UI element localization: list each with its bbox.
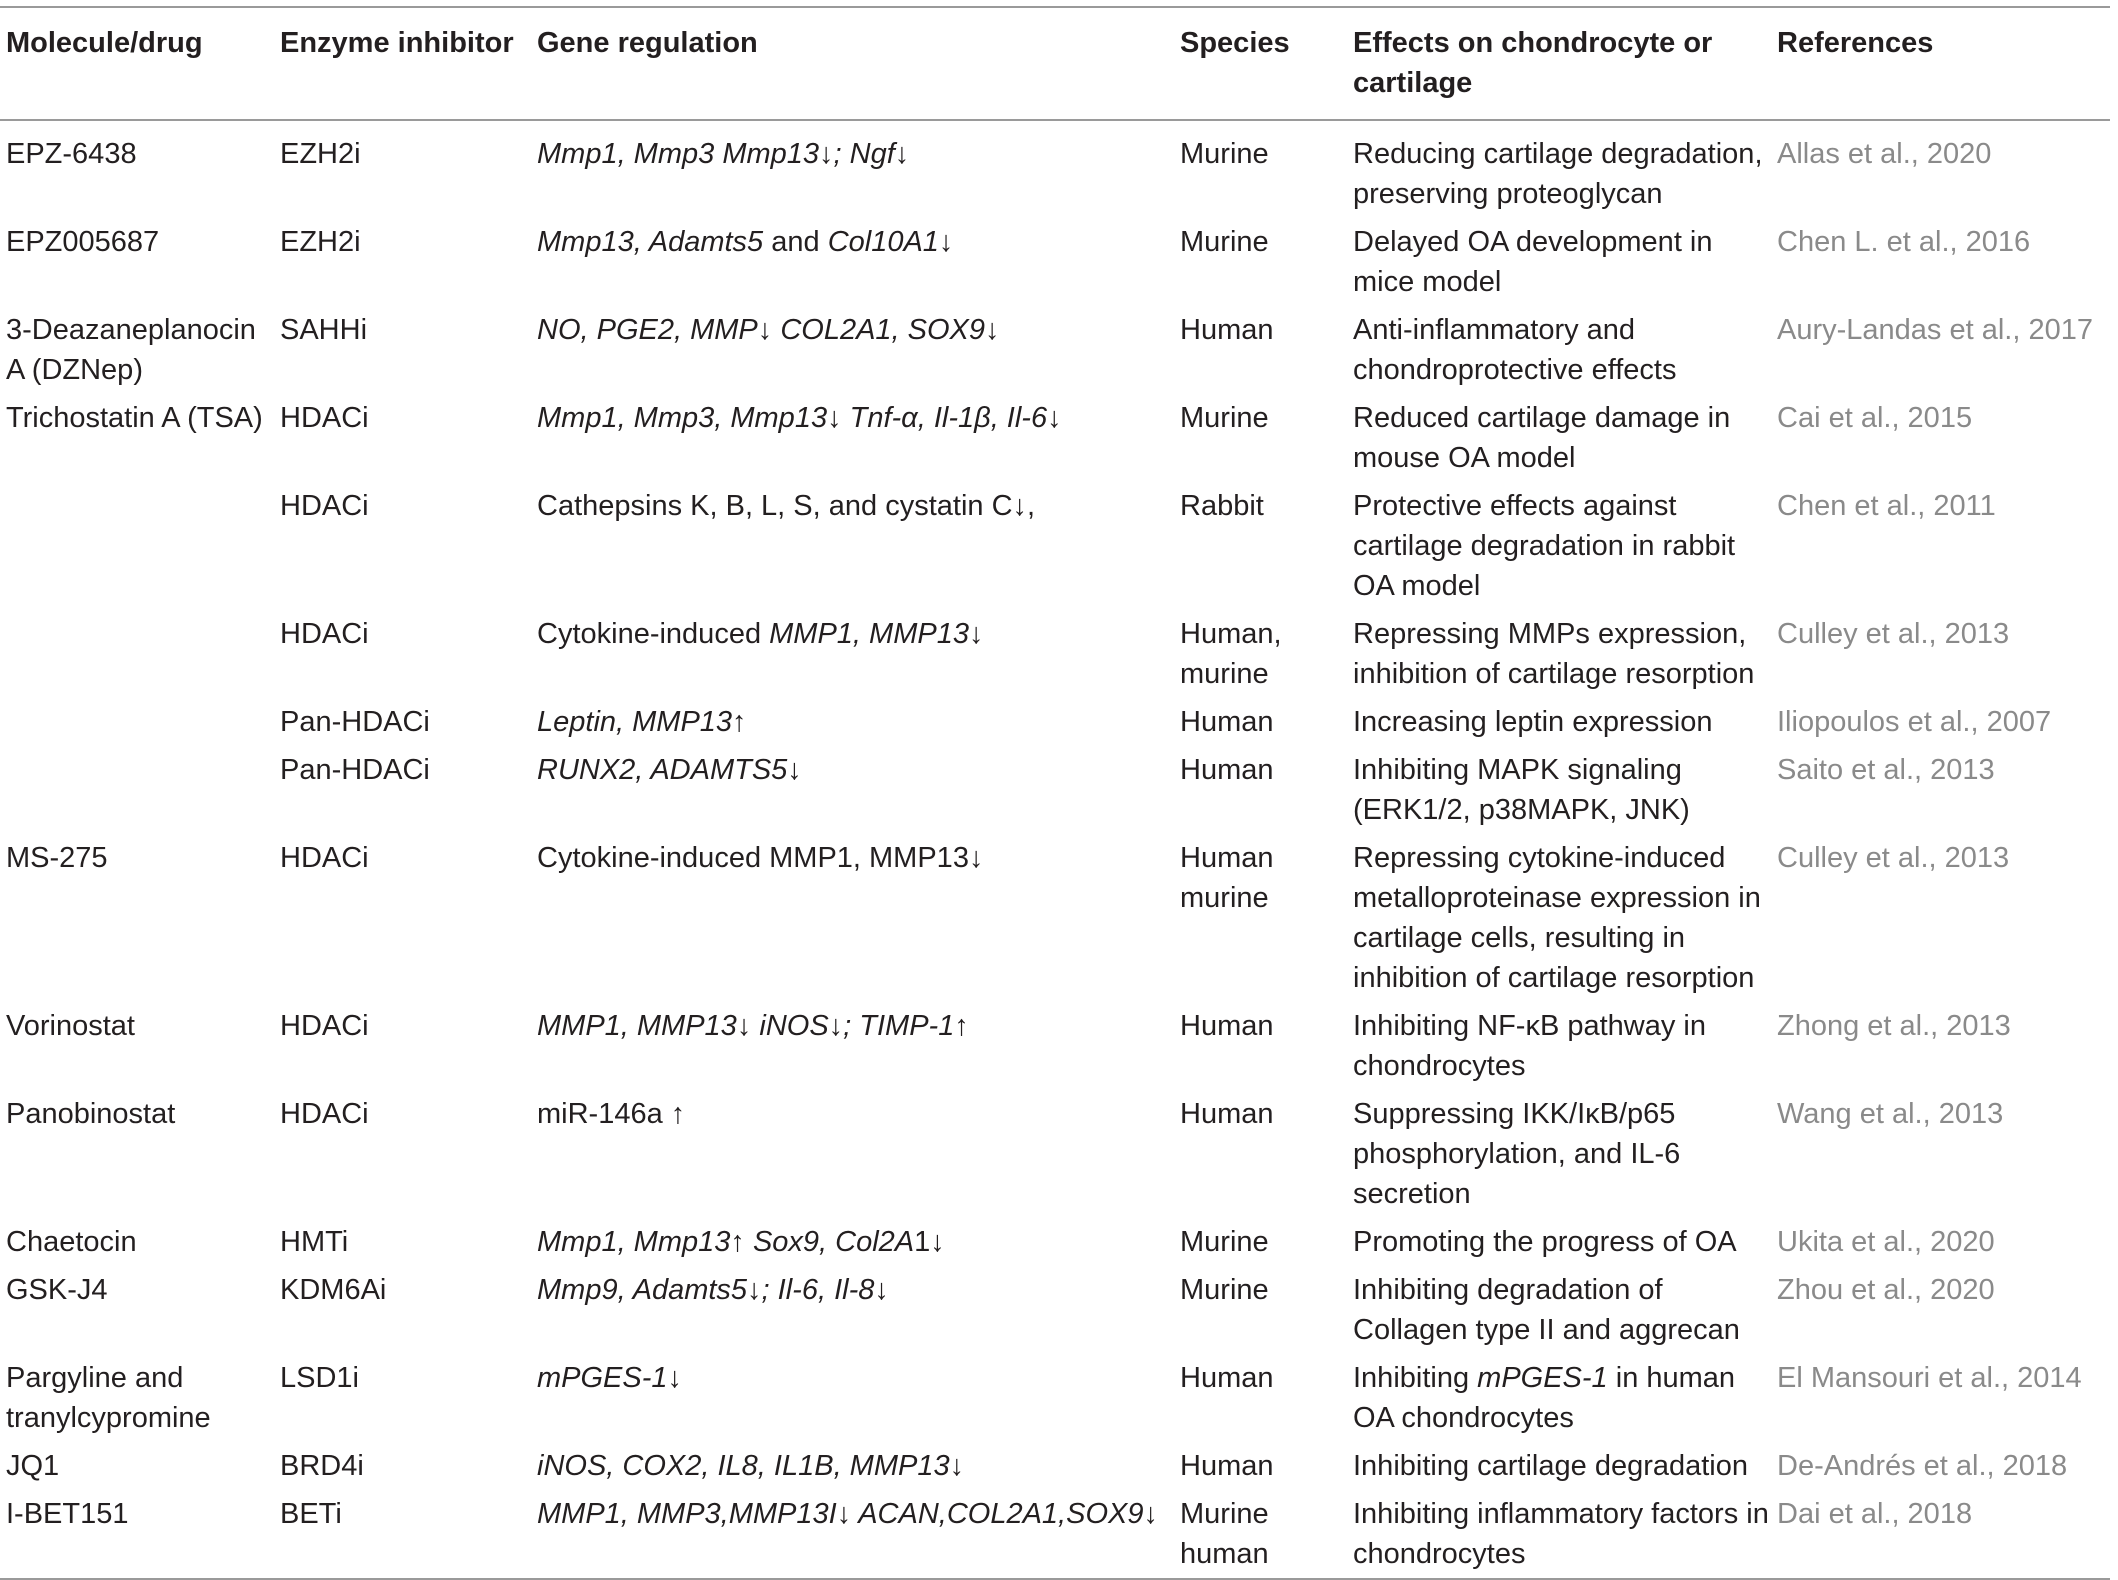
table-row	[0, 1266, 2110, 1354]
text-segment: Mmp1, Mmp3 Mmp13↓; Ngf↓	[537, 138, 910, 170]
reference-cell: Aury-Landas et al., 2017	[1777, 314, 2093, 346]
text-segment: MMP1, MMP3,MMP13I↓ ACAN,COL2A1,SOX9↓	[537, 1498, 1158, 1530]
species-cell: Human	[1180, 706, 1274, 738]
effects-cell: Increasing leptin expression	[1353, 706, 1713, 738]
molecule-cell: EPZ-6438	[6, 138, 137, 170]
effects-cell: Protective effects against cartilage degradation in rabbit OA model	[1353, 490, 1736, 602]
molecule-cell: MS-275	[6, 842, 108, 874]
molecule-cell: Pargyline and tranylcypromine	[6, 1362, 211, 1434]
gene-regulation-cell	[531, 306, 1174, 394]
species-cell: Murine	[1180, 1274, 1269, 1306]
header-references: References	[1777, 27, 1934, 59]
inhibitor-cell: HDACi	[280, 1010, 369, 1042]
species-cell: Human murine	[1180, 842, 1274, 914]
molecule-cell: EPZ005687	[6, 226, 160, 258]
gene-regulation-cell	[531, 834, 1174, 1002]
inhibitor-cell: EZH2i	[280, 226, 361, 258]
table-body	[0, 120, 2110, 1579]
reference-cell: Zhong et al., 2013	[1777, 1010, 2011, 1042]
inhibitor-cell: HDACi	[280, 1098, 369, 1130]
reference-cell: Dai et al., 2018	[1777, 1498, 1973, 1530]
inhibitor-cell: BRD4i	[280, 1450, 364, 1482]
inhibitor-cell: Pan-HDACi	[280, 706, 430, 738]
species-cell: Human	[1180, 314, 1274, 346]
table-row	[0, 482, 2110, 610]
effects-cell: Suppressing IKK/IκB/p65 phosphorylation, and IL-6 secretion	[1353, 1098, 1681, 1210]
inhibitor-cell: HDACi	[280, 402, 369, 434]
reference-cell: Chen L. et al., 2016	[1777, 226, 2031, 258]
species-cell: Murine	[1180, 138, 1269, 170]
text-segment: mPGES-1	[1477, 1362, 1608, 1394]
text-segment: Cathepsins K, B, L, S, and cystatin C↓,	[537, 490, 1036, 522]
species-cell: Murine human	[1180, 1498, 1269, 1570]
gene-regulation-cell	[531, 394, 1174, 482]
gene-regulation-cell	[531, 218, 1174, 306]
species-cell: Rabbit	[1180, 490, 1264, 522]
species-cell: Human, murine	[1180, 618, 1282, 690]
gene-regulation-cell	[531, 1218, 1174, 1266]
molecule-cell: GSK-J4	[6, 1274, 108, 1306]
molecule-cell: Panobinostat	[6, 1098, 176, 1130]
text-segment: Mmp1, Mmp13↑ Sox9, Col2A	[537, 1226, 915, 1258]
text-segment: in human OA chondrocytes	[1353, 1362, 1736, 1434]
gene-regulation-cell	[531, 1442, 1174, 1490]
species-cell: Human	[1180, 1098, 1274, 1130]
reference-cell: Zhou et al., 2020	[1777, 1274, 1995, 1306]
reference-cell: Wang et al., 2013	[1777, 1098, 2004, 1130]
header-molecule: Molecule/drug	[6, 27, 203, 59]
reference-cell: Iliopoulos et al., 2007	[1777, 706, 2052, 738]
effects-cell: Reduced cartilage damage in mouse OA model	[1353, 402, 1731, 474]
species-cell: Human	[1180, 754, 1274, 786]
gene-regulation-cell	[531, 1354, 1174, 1442]
text-segment: and	[763, 226, 828, 258]
inhibitor-cell: SAHHi	[280, 314, 368, 346]
table-row	[0, 1442, 2110, 1490]
reference-cell: Saito et al., 2013	[1777, 754, 1995, 786]
gene-regulation-cell	[531, 698, 1174, 746]
text-segment: 1↓	[914, 1226, 945, 1258]
reference-cell: Allas et al., 2020	[1777, 138, 1992, 170]
text-segment: NO, PGE2, MMP↓ COL2A1, SOX9↓	[537, 314, 1000, 346]
molecule-cell	[0, 482, 274, 610]
header-effects: Effects on chondrocyte or cartilage	[1353, 27, 1713, 99]
drug-table	[0, 6, 2110, 1580]
table-row	[0, 120, 2110, 218]
inhibitor-cell: HDACi	[280, 842, 369, 874]
text-segment: Leptin, MMP13↑	[537, 706, 747, 738]
effects-cell: Inhibiting MAPK signaling (ERK1/2, p38MAPK, JNK)	[1353, 754, 1690, 826]
species-cell: Human	[1180, 1010, 1274, 1042]
text-segment: miR-146a ↑	[537, 1098, 686, 1130]
text-segment: MMP1, MMP13↓ iNOS↓; TIMP-1↑	[537, 1010, 969, 1042]
gene-regulation-cell	[531, 1002, 1174, 1090]
molecule-cell: Vorinostat	[6, 1010, 135, 1042]
molecule-cell: Chaetocin	[6, 1226, 137, 1258]
effects-cell: Reducing cartilage degradation, preserving proteoglycan	[1353, 138, 1763, 210]
species-cell: Human	[1180, 1450, 1274, 1482]
gene-regulation-cell	[531, 1266, 1174, 1354]
molecule-cell	[0, 610, 274, 698]
table-row	[0, 1090, 2110, 1218]
molecule-cell	[0, 698, 274, 746]
effects-cell: Repressing cytokine-induced metalloproteinase expression in cartilage cells, resulting in inhibition of cartilage resorption	[1353, 842, 1761, 994]
reference-cell: Chen et al., 2011	[1777, 490, 1996, 522]
table-row	[0, 698, 2110, 746]
reference-cell: Culley et al., 2013	[1777, 842, 2010, 874]
effects-cell: Delayed OA development in mice model	[1353, 226, 1713, 298]
table-row	[0, 1490, 2110, 1579]
text-segment: Inhibiting	[1353, 1362, 1478, 1394]
inhibitor-cell: HDACi	[280, 490, 369, 522]
header-row	[0, 7, 2110, 120]
table-header	[0, 7, 2110, 120]
header-inhibitor: Enzyme inhibitor	[280, 27, 514, 59]
gene-regulation-cell	[531, 1090, 1174, 1218]
reference-cell: Cai et al., 2015	[1777, 402, 1973, 434]
gene-regulation-cell	[531, 610, 1174, 698]
effects-cell: Anti-inflammatory and chondroprotective effects	[1353, 314, 1677, 386]
inhibitor-cell: HDACi	[280, 618, 369, 650]
species-cell: Murine	[1180, 1226, 1269, 1258]
molecule-cell: JQ1	[6, 1450, 60, 1482]
inhibitor-cell: EZH2i	[280, 138, 361, 170]
header-species: Species	[1180, 27, 1290, 59]
text-segment: RUNX2, ADAMTS5↓	[537, 754, 802, 786]
inhibitor-cell: Pan-HDACi	[280, 754, 430, 786]
text-segment: Mmp13, Adamts5	[537, 226, 764, 258]
effects-cell: Inhibiting cartilage degradation	[1353, 1450, 1748, 1482]
effects-cell	[1347, 1354, 1771, 1442]
table-row	[0, 394, 2110, 482]
table-row	[0, 1354, 2110, 1442]
molecule-cell	[0, 746, 274, 834]
text-segment: Mmp9, Adamts5↓; Il-6, Il-8↓	[537, 1274, 889, 1306]
species-cell: Murine	[1180, 402, 1269, 434]
table-row	[0, 1002, 2110, 1090]
reference-cell: Ukita et al., 2020	[1777, 1226, 1995, 1258]
species-cell: Murine	[1180, 226, 1269, 258]
header-gene-regulation: Gene regulation	[537, 27, 758, 59]
effects-cell: Promoting the progress of OA	[1353, 1226, 1737, 1258]
table-row	[0, 218, 2110, 306]
table-row	[0, 834, 2110, 1002]
molecule-cell: Trichostatin A (TSA)	[6, 402, 263, 434]
table-row	[0, 306, 2110, 394]
effects-cell: Repressing MMPs expression, inhibition of cartilage resorption	[1353, 618, 1755, 690]
text-segment: Col10A1↓	[827, 226, 954, 258]
inhibitor-cell: HMTi	[280, 1226, 349, 1258]
gene-regulation-cell	[531, 746, 1174, 834]
molecule-cell: 3-Deazaneplanocin A (DZNep)	[6, 314, 256, 386]
inhibitor-cell: LSD1i	[280, 1362, 359, 1394]
gene-regulation-cell	[531, 120, 1174, 218]
inhibitor-cell: KDM6Ai	[280, 1274, 387, 1306]
table-row	[0, 610, 2110, 698]
gene-regulation-cell	[531, 482, 1174, 610]
text-segment: Cytokine-induced	[537, 618, 770, 650]
text-segment: Mmp1, Mmp3, Mmp13↓ Tnf-α, Il-1β, Il-6↓	[537, 402, 1062, 434]
text-segment: Cytokine-induced MMP1, MMP13↓	[537, 842, 984, 874]
gene-regulation-cell	[531, 1490, 1174, 1579]
text-segment: iNOS, COX2, IL8, IL1B, MMP13↓	[537, 1450, 965, 1482]
effects-cell: Inhibiting NF-κB pathway in chondrocytes	[1353, 1010, 1706, 1082]
inhibitor-cell: BETi	[280, 1498, 342, 1530]
reference-cell: Culley et al., 2013	[1777, 618, 2010, 650]
species-cell: Human	[1180, 1362, 1274, 1394]
reference-cell: De-Andrés et al., 2018	[1777, 1450, 2068, 1482]
effects-cell: Inhibiting inflammatory factors in chondrocytes	[1353, 1498, 1769, 1570]
table-row	[0, 1218, 2110, 1266]
text-segment: MMP1, MMP13↓	[769, 618, 984, 650]
text-segment: mPGES-1↓	[537, 1362, 683, 1394]
reference-cell: El Mansouri et al., 2014	[1777, 1362, 2082, 1394]
table-row	[0, 746, 2110, 834]
effects-cell: Inhibiting degradation of Collagen type II and aggrecan	[1353, 1274, 1740, 1346]
molecule-cell: I-BET151	[6, 1498, 129, 1530]
